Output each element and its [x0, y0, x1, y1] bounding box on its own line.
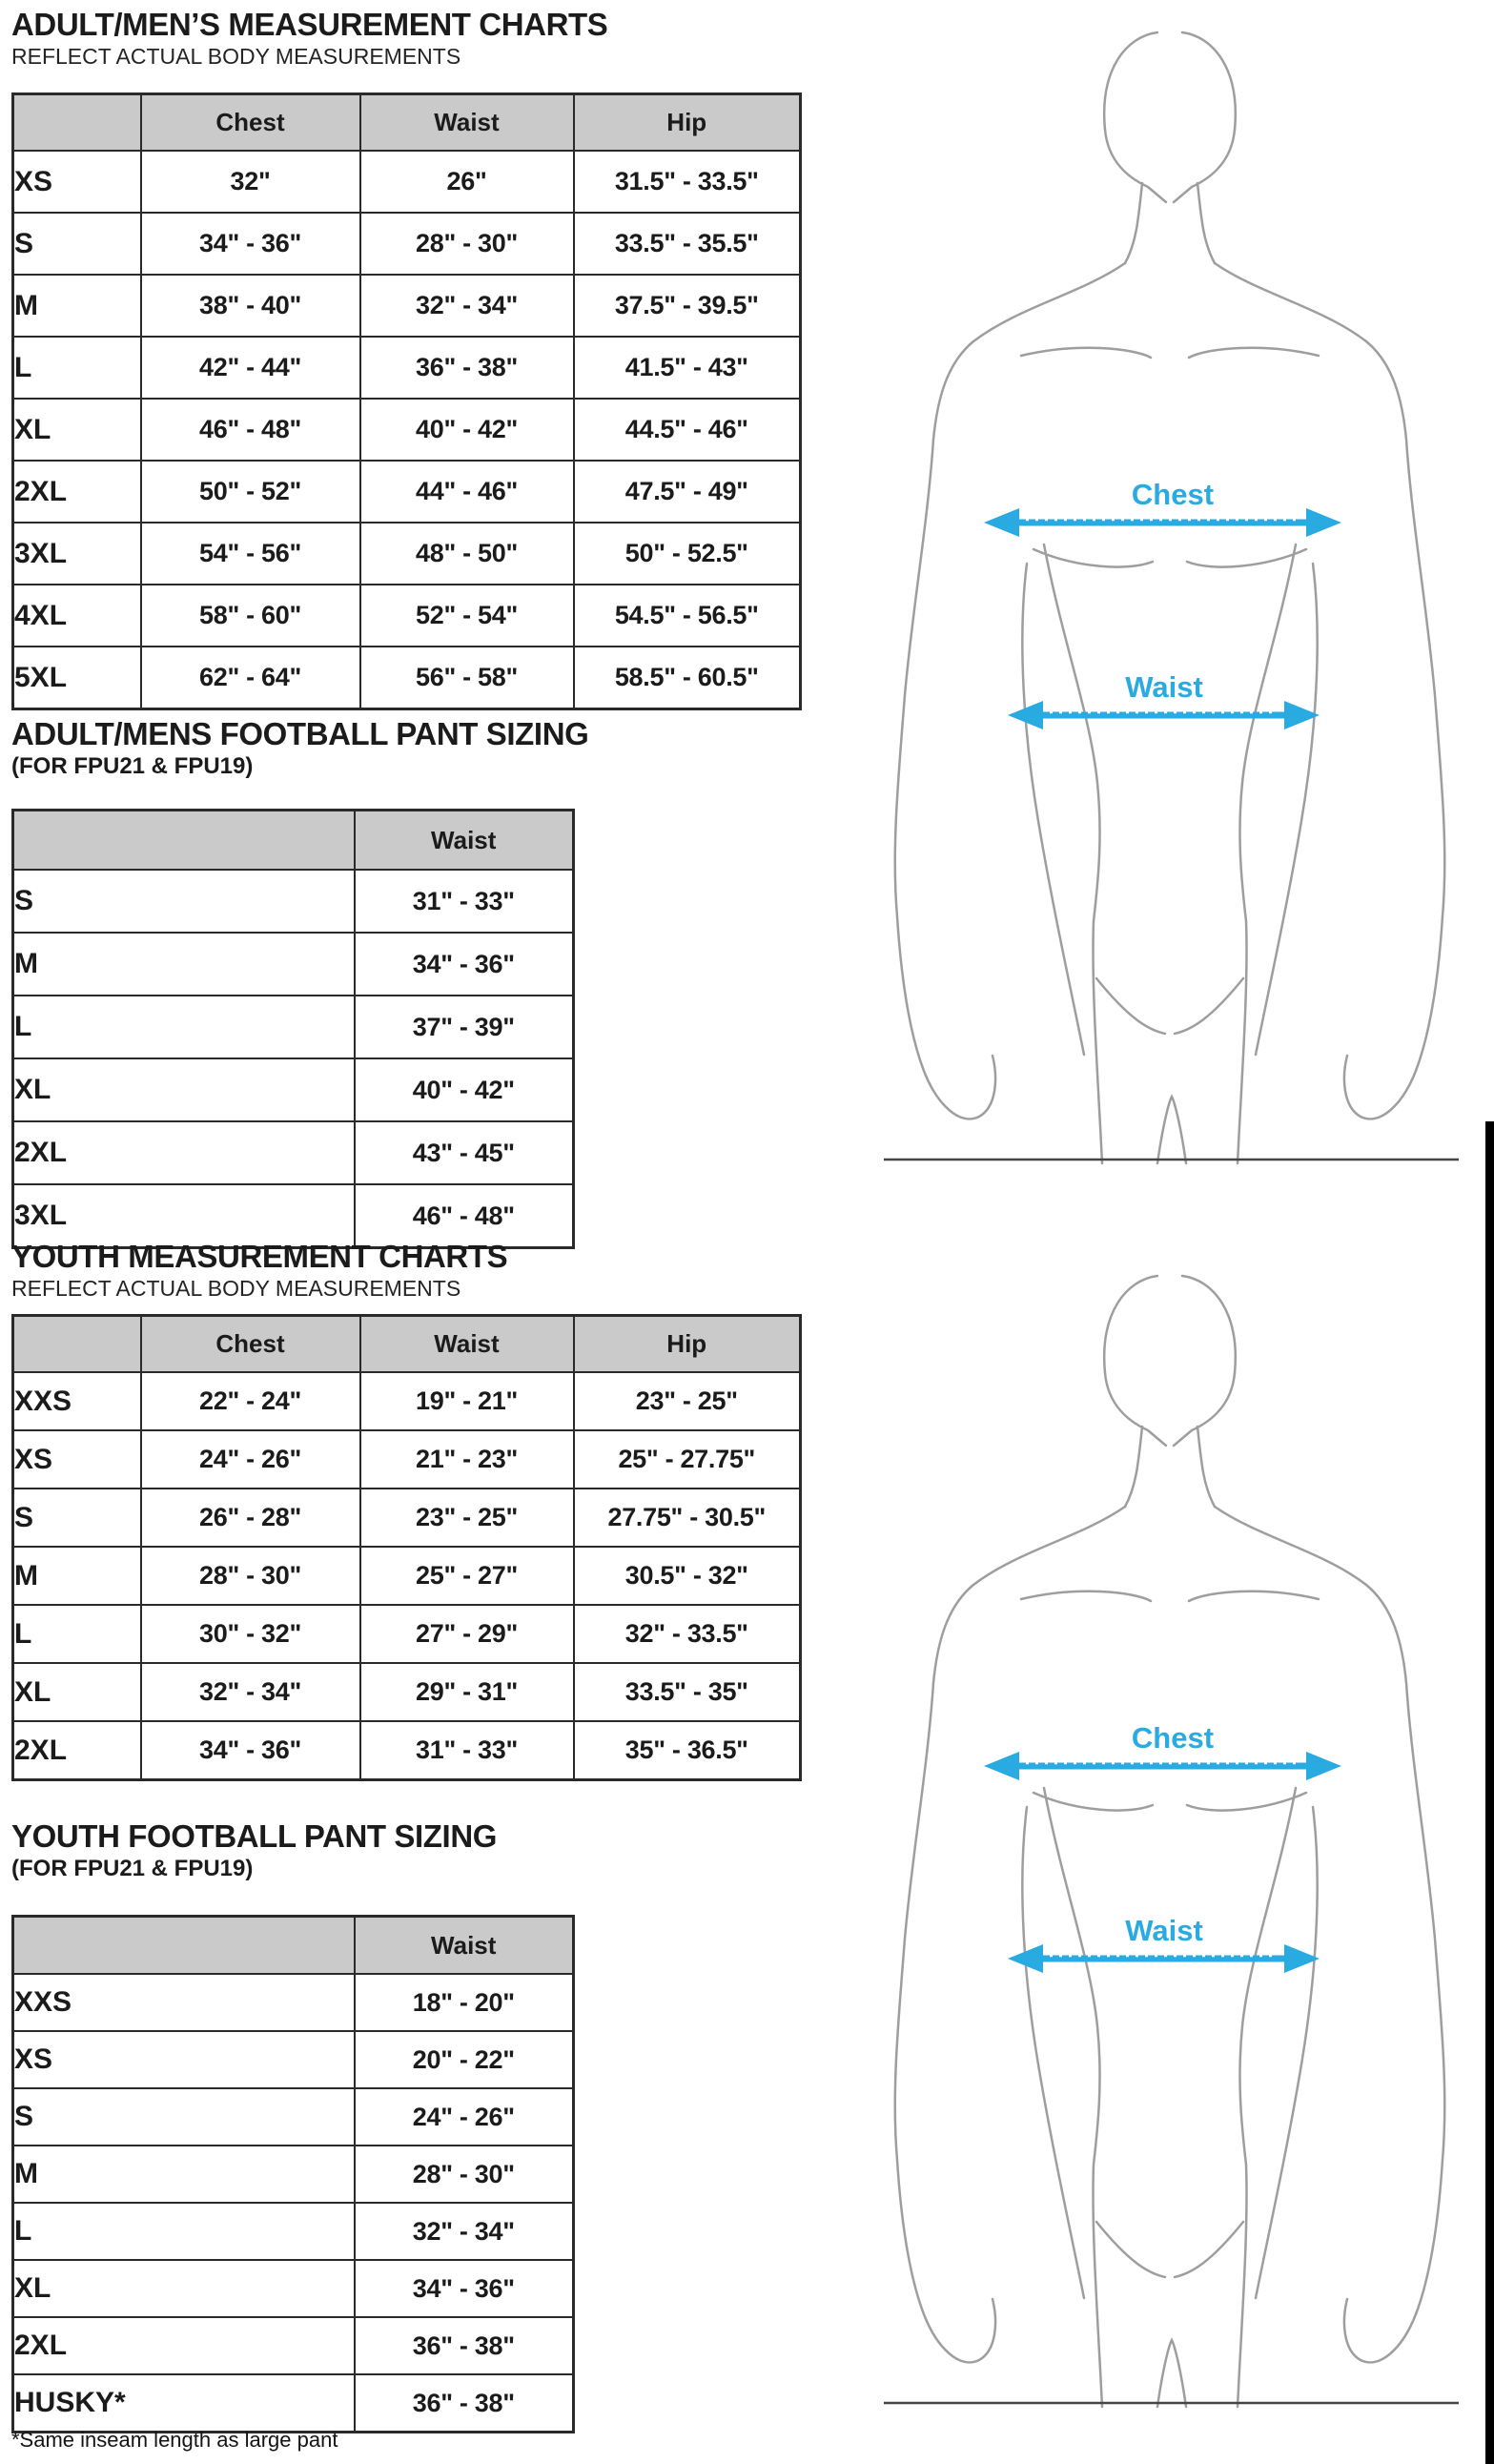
waist-cell: 24" - 26"	[355, 2088, 574, 2146]
waist-cell: 31" - 33"	[360, 1721, 574, 1780]
table-row	[13, 275, 801, 337]
hip-cell: 32" - 33.5"	[574, 1605, 801, 1663]
column-header-hip: Hip	[574, 1316, 801, 1373]
waist-cell: 21" - 23"	[360, 1430, 574, 1489]
hip-cell: 47.5" - 49"	[574, 461, 801, 523]
hip-cell: 25" - 27.75"	[574, 1430, 801, 1489]
waist-cell: 23" - 25"	[360, 1489, 574, 1547]
hip-cell: 35" - 36.5"	[574, 1721, 801, 1780]
table-row	[13, 996, 574, 1058]
size-cell: 2XL	[13, 2317, 355, 2374]
chest-cell: 22" - 24"	[141, 1372, 360, 1430]
chest-cell: 50" - 52"	[141, 461, 360, 523]
size-cell: XXS	[13, 1974, 355, 2031]
table-row	[13, 585, 801, 647]
column-header-waist: Waist	[355, 1917, 574, 1975]
table-row	[13, 2203, 574, 2260]
chest-cell: 54" - 56"	[141, 523, 360, 585]
table-row	[13, 337, 801, 399]
hip-cell: 44.5" - 46"	[574, 399, 801, 461]
size-cell: 4XL	[13, 585, 141, 647]
waist-cell: 31" - 33"	[355, 870, 574, 933]
section-title: ADULT/MEN’S MEASUREMENT CHARTS	[11, 7, 608, 42]
table-row	[13, 1605, 801, 1663]
adult-measurement-section-header	[11, 8, 607, 70]
waist-cell: 44" - 46"	[360, 461, 574, 523]
size-cell: HUSKY*	[13, 2374, 355, 2433]
corner-cell	[13, 811, 355, 871]
size-cell: 2XL	[13, 461, 141, 523]
chest-cell: 58" - 60"	[141, 585, 360, 647]
size-cell: M	[13, 933, 355, 996]
hip-cell: 37.5" - 39.5"	[574, 275, 801, 337]
waist-cell: 32" - 34"	[360, 275, 574, 337]
size-cell: XL	[13, 1058, 355, 1121]
chest-cell: 62" - 64"	[141, 647, 360, 709]
size-cell: S	[13, 213, 141, 275]
waist-cell: 28" - 30"	[360, 213, 574, 275]
hip-cell: 31.5" - 33.5"	[574, 151, 801, 213]
size-cell: S	[13, 1489, 141, 1547]
youth-pant-section-header	[11, 1819, 497, 1881]
section-title: YOUTH FOOTBALL PANT SIZING	[11, 1818, 498, 1854]
waist-cell: 56" - 58"	[360, 647, 574, 709]
table-row	[13, 1430, 801, 1489]
table-row	[13, 647, 801, 709]
waist-cell: 27" - 29"	[360, 1605, 574, 1663]
table-row	[13, 523, 801, 585]
size-cell: 2XL	[13, 1121, 355, 1184]
size-cell: L	[13, 1605, 141, 1663]
chest-cell: 32"	[141, 151, 360, 213]
waist-cell: 36" - 38"	[355, 2317, 574, 2374]
waist-cell: 43" - 45"	[355, 1121, 574, 1184]
size-cell: L	[13, 996, 355, 1058]
waist-cell: 29" - 31"	[360, 1663, 574, 1721]
waist-cell: 34" - 36"	[355, 2260, 574, 2317]
table-row	[13, 1372, 801, 1430]
table-row	[13, 2374, 574, 2433]
hip-cell: 58.5" - 60.5"	[574, 647, 801, 709]
adult-pant-section-header	[11, 717, 588, 779]
waist-cell: 34" - 36"	[355, 933, 574, 996]
table-row	[13, 870, 574, 933]
waist-cell: 26"	[360, 151, 574, 213]
table-row	[13, 1547, 801, 1605]
size-cell: XL	[13, 1663, 141, 1721]
youth-measurement-section-header	[11, 1240, 507, 1302]
waist-cell: 52" - 54"	[360, 585, 574, 647]
chest-cell: 30" - 32"	[141, 1605, 360, 1663]
youth-pant-table	[11, 1915, 575, 2433]
size-cell: L	[13, 337, 141, 399]
hip-cell: 33.5" - 35.5"	[574, 213, 801, 275]
right-edge-bar	[1485, 1121, 1494, 2464]
chest-cell: 46" - 48"	[141, 399, 360, 461]
table-row	[13, 1974, 574, 2031]
column-header-hip: Hip	[574, 94, 801, 152]
size-cell: M	[13, 2146, 355, 2203]
size-cell: L	[13, 2203, 355, 2260]
section-title: YOUTH MEASUREMENT CHARTS	[11, 1239, 508, 1274]
section-subtitle: REFLECT ACTUAL BODY MEASUREMENTS	[11, 44, 461, 69]
size-cell: XS	[13, 1430, 141, 1489]
size-cell: XL	[13, 399, 141, 461]
section-subtitle: REFLECT ACTUAL BODY MEASUREMENTS	[11, 1276, 461, 1301]
hip-cell: 41.5" - 43"	[574, 337, 801, 399]
chest-cell: 38" - 40"	[141, 275, 360, 337]
table-row	[13, 2146, 574, 2203]
hip-cell: 23" - 25"	[574, 1372, 801, 1430]
hip-cell: 30.5" - 32"	[574, 1547, 801, 1605]
hip-cell: 27.75" - 30.5"	[574, 1489, 801, 1547]
waist-cell: 36" - 38"	[355, 2374, 574, 2433]
section-title: ADULT/MENS FOOTBALL PANT SIZING	[11, 716, 589, 751]
corner-cell	[13, 1917, 355, 1975]
table-row	[13, 1489, 801, 1547]
adult-pant-table	[11, 809, 575, 1249]
size-cell: 2XL	[13, 1721, 141, 1780]
column-header-waist: Waist	[360, 94, 574, 152]
size-cell: 3XL	[13, 523, 141, 585]
waist-cell: 40" - 42"	[355, 1058, 574, 1121]
adult-measurement-table	[11, 92, 802, 710]
table-row	[13, 1058, 574, 1121]
hip-cell: 50" - 52.5"	[574, 523, 801, 585]
size-cell: XXS	[13, 1372, 141, 1430]
waist-cell: 25" - 27"	[360, 1547, 574, 1605]
chest-cell: 28" - 30"	[141, 1547, 360, 1605]
waist-cell: 28" - 30"	[355, 2146, 574, 2203]
size-cell: S	[13, 2088, 355, 2146]
waist-cell: 46" - 48"	[355, 1184, 574, 1248]
chest-cell: 42" - 44"	[141, 337, 360, 399]
table-row	[13, 2088, 574, 2146]
table-row	[13, 461, 801, 523]
size-cell: M	[13, 275, 141, 337]
youth-measurement-table	[11, 1314, 802, 1781]
size-cell: M	[13, 1547, 141, 1605]
column-header-waist: Waist	[355, 811, 574, 871]
table-row	[13, 2031, 574, 2088]
size-cell: XS	[13, 151, 141, 213]
body-diagram-youth	[841, 1266, 1470, 2411]
table-row	[13, 933, 574, 996]
table-row	[13, 2317, 574, 2374]
chest-cell: 34" - 36"	[141, 1721, 360, 1780]
waist-cell: 18" - 20"	[355, 1974, 574, 2031]
waist-cell: 48" - 50"	[360, 523, 574, 585]
column-header-chest: Chest	[141, 1316, 360, 1373]
waist-cell: 19" - 21"	[360, 1372, 574, 1430]
chest-cell: 34" - 36"	[141, 213, 360, 275]
column-header-waist: Waist	[360, 1316, 574, 1373]
chest-cell: 24" - 26"	[141, 1430, 360, 1489]
table-row	[13, 151, 801, 213]
waist-cell: 20" - 22"	[355, 2031, 574, 2088]
waist-cell: 40" - 42"	[360, 399, 574, 461]
size-cell: 5XL	[13, 647, 141, 709]
size-cell: 3XL	[13, 1184, 355, 1248]
size-cell: XL	[13, 2260, 355, 2317]
column-header-chest: Chest	[141, 94, 360, 152]
chest-cell: 26" - 28"	[141, 1489, 360, 1547]
section-subtitle: (FOR FPU21 & FPU19)	[11, 1856, 254, 1881]
table-row	[13, 1663, 801, 1721]
chest-cell: 32" - 34"	[141, 1663, 360, 1721]
corner-cell	[13, 94, 141, 152]
section-subtitle: (FOR FPU21 & FPU19)	[11, 753, 254, 779]
waist-cell: 37" - 39"	[355, 996, 574, 1058]
size-cell: XS	[13, 2031, 355, 2088]
waist-cell: 36" - 38"	[360, 337, 574, 399]
corner-cell	[13, 1316, 141, 1373]
waist-cell: 32" - 34"	[355, 2203, 574, 2260]
hip-cell: 54.5" - 56.5"	[574, 585, 801, 647]
size-cell: S	[13, 870, 355, 933]
table-row	[13, 399, 801, 461]
table-row	[13, 1121, 574, 1184]
footnote: *Same inseam length as large pant	[11, 2428, 338, 2452]
table-row	[13, 213, 801, 275]
table-row	[13, 2260, 574, 2317]
body-diagram-adult	[841, 23, 1470, 1167]
hip-cell: 33.5" - 35"	[574, 1663, 801, 1721]
table-row	[13, 1721, 801, 1780]
